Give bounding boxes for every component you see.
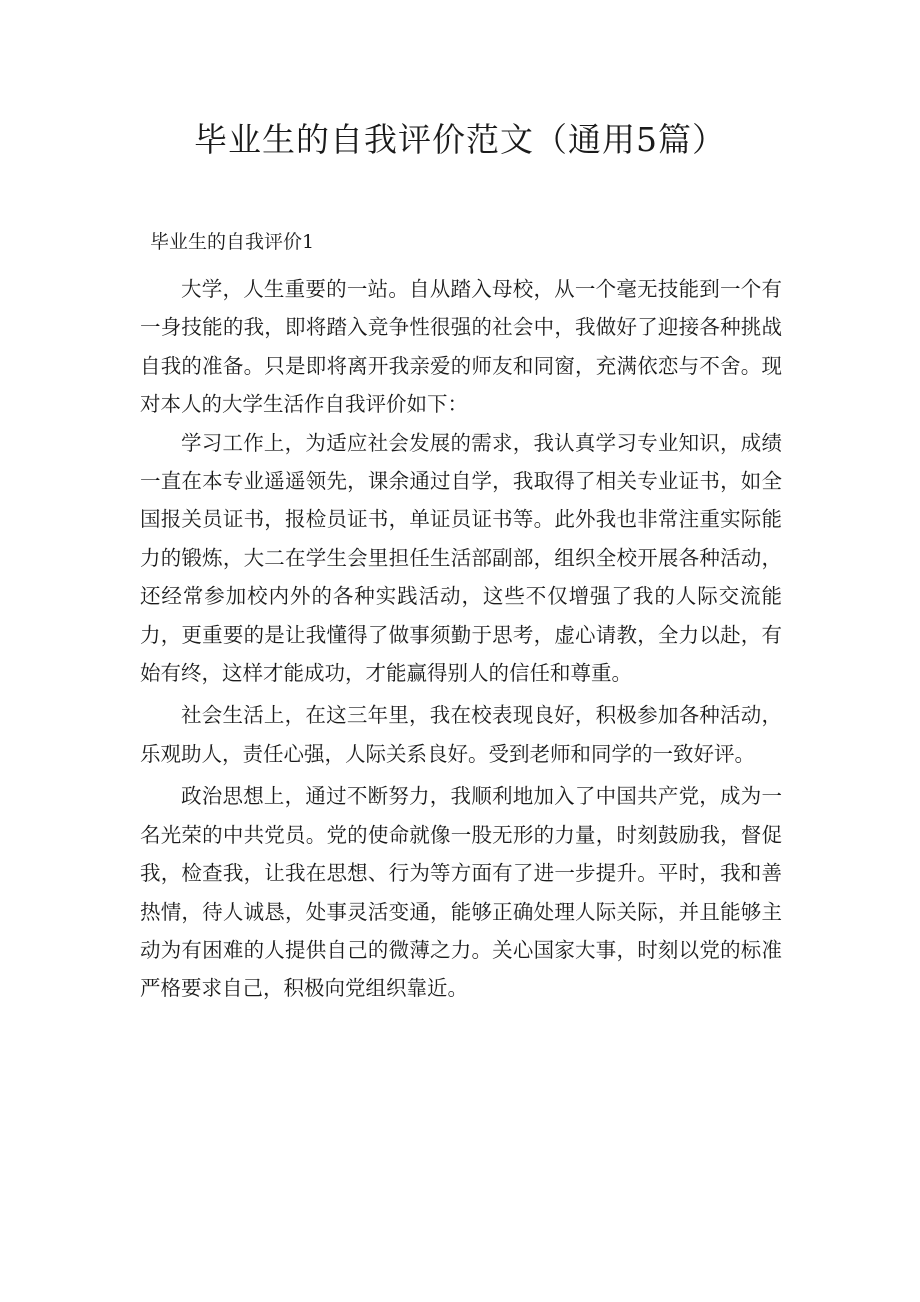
body-text [140,270,782,1008]
document-title: 毕业生的自我评价范文（通用5篇） [194,120,726,159]
paragraph-study-work: 学习工作上，为适应社会发展的需求，我认真学习专业知识，成绩一直在本专业遥遥领先，课余通过自学，我取得了相关专业证书，如全国报关员证书，报检员证书，单证员证书等。此外我也非常注重实际能力的锻炼，大二在学生会里担任生活部副部，组织全校开展各种活动，还经常参加校内外的各种实践活动，这些不仅增强了我的人际交流能力，更重要的是让我懂得了做事须勤于思考，虚心请教，全力以赴，有始有终，这样才能成功，才能赢得别人的信任和尊重。 [140,430,782,686]
section-heading: 毕业生的自我评价1 [150,231,315,253]
paragraph-intro: 大学，人生重要的一站。自从踏入母校，从一个毫无技能到一个有一身技能的我，即将踏入竞争性很强的社会中，我做好了迎接各种挑战自我的准备。只是即将离开我亲爱的师友和同窗，充满依恋与不舍。现对本人的大学生活作自我评价如下： [140,277,782,417]
paragraph-political-thought: 政治思想上，通过不断努力，我顺利地加入了中国共产党，成为一名光荣的中共党员。党的使命就像一股无形的力量，时刻鼓励我，督促我，检查我，让我在思想、行为等方面有了进一步提升。平时，我和善热情，待人诚恳，处事灵活变通，能够正确处理人际关际，并且能够主动为有困难的人提供自己的微薄之力。关心国家大事，时刻以党的标准严格要求自己，积极向党组织靠近。 [140,784,782,1001]
paragraph-social-life: 社会生活上，在这三年里，我在校表现良好，积极参加各种活动，乐观助人，责任心强，人际关系良好。受到老师和同学的一致好评。 [140,703,782,766]
